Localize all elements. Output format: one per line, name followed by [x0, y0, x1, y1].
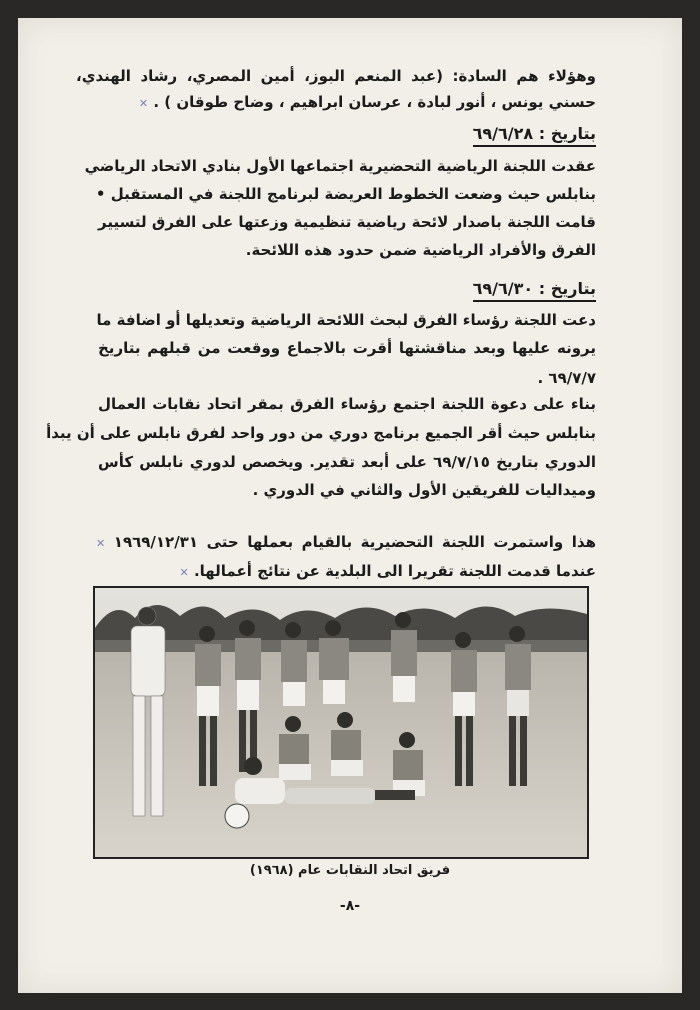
closing-line-1: هذا واستمرت اللجنة التحضيرية بالقيام بعملها حتى ١٩٦٩/١٢/٣١ ✕ — [96, 533, 596, 551]
section-1-paragraph-1-line-1: عقدت اللجنة الرياضية التحضيرية اجتماعها الأول بنادي الاتحاد الرياضي — [84, 157, 596, 175]
section-1-date-heading: بتاريخ : ٦٩/٦/٢٨ — [473, 124, 596, 147]
photo-caption: فريق اتحاد النقابات عام (١٩٦٨) — [249, 863, 451, 878]
section-2-paragraph-2-line-2: بنابلس حيث أقر الجميع برنامج دوري من دور واحد لفرق نابلس على أن يبدأ — [46, 424, 596, 442]
team-photo-image — [95, 588, 587, 857]
document-page — [18, 18, 682, 993]
section-2-paragraph-1-line-1: دعت اللجنة رؤساء الفرق لبحث اللائحة الرياضية وتعديلها أو اضافة ما — [96, 311, 596, 329]
closing-line-2: عندما قدمت اللجنة تقريرا الى البلدية عن نتائج أعمالها. ✕ — [179, 562, 596, 580]
page-number: -٨- — [339, 898, 361, 914]
section-2-paragraph-1-line-3: ٦٩/٧/٧ . — [537, 369, 596, 387]
section-2-paragraph-2-line-4: وميداليات للفريقين الأول والثاني في الدوري . — [252, 481, 596, 499]
section-2-paragraph-2-line-1: بناء على دعوة اللجنة اجتمع رؤساء الفرق بمقر اتحاد نقابات العمال — [98, 395, 596, 413]
section-1-paragraph-1-line-2: بنابلس حيث وضعت الخطوط العريضة لبرنامج اللجنة في المستقبل • — [95, 185, 596, 203]
team-photo — [93, 586, 589, 859]
intro-line-1: وهؤلاء هم السادة: (عبد المنعم البوز، أمين المصري، رشاد الهندي، — [76, 67, 596, 85]
section-2-paragraph-1-line-2: يرونه عليها وبعد مناقشتها أقرت بالاجماع ووقعت من قبلهم بتاريخ — [98, 339, 596, 357]
intro-line-2: حسني يونس ، أنور لبادة ، عرسان ابراهيم ، وضاح طوقان ) . ✕ — [138, 93, 596, 111]
section-2-date-heading: بتاريخ : ٦٩/٦/٣٠ — [473, 279, 596, 302]
section-2-paragraph-2-line-3: الدوري بتاريخ ٦٩/٧/١٥ على أبعد تقدير. ويخصص لدوري نابلس كأس — [98, 453, 596, 471]
section-1-paragraph-2-line-1: قامت اللجنة باصدار لائحة رياضية تنظيمية وزعتها على الفرق لتسيير — [98, 213, 596, 231]
section-1-paragraph-2-line-2: الفرق والأفراد الرياضية ضمن حدود هذه اللائحة. — [245, 241, 596, 259]
